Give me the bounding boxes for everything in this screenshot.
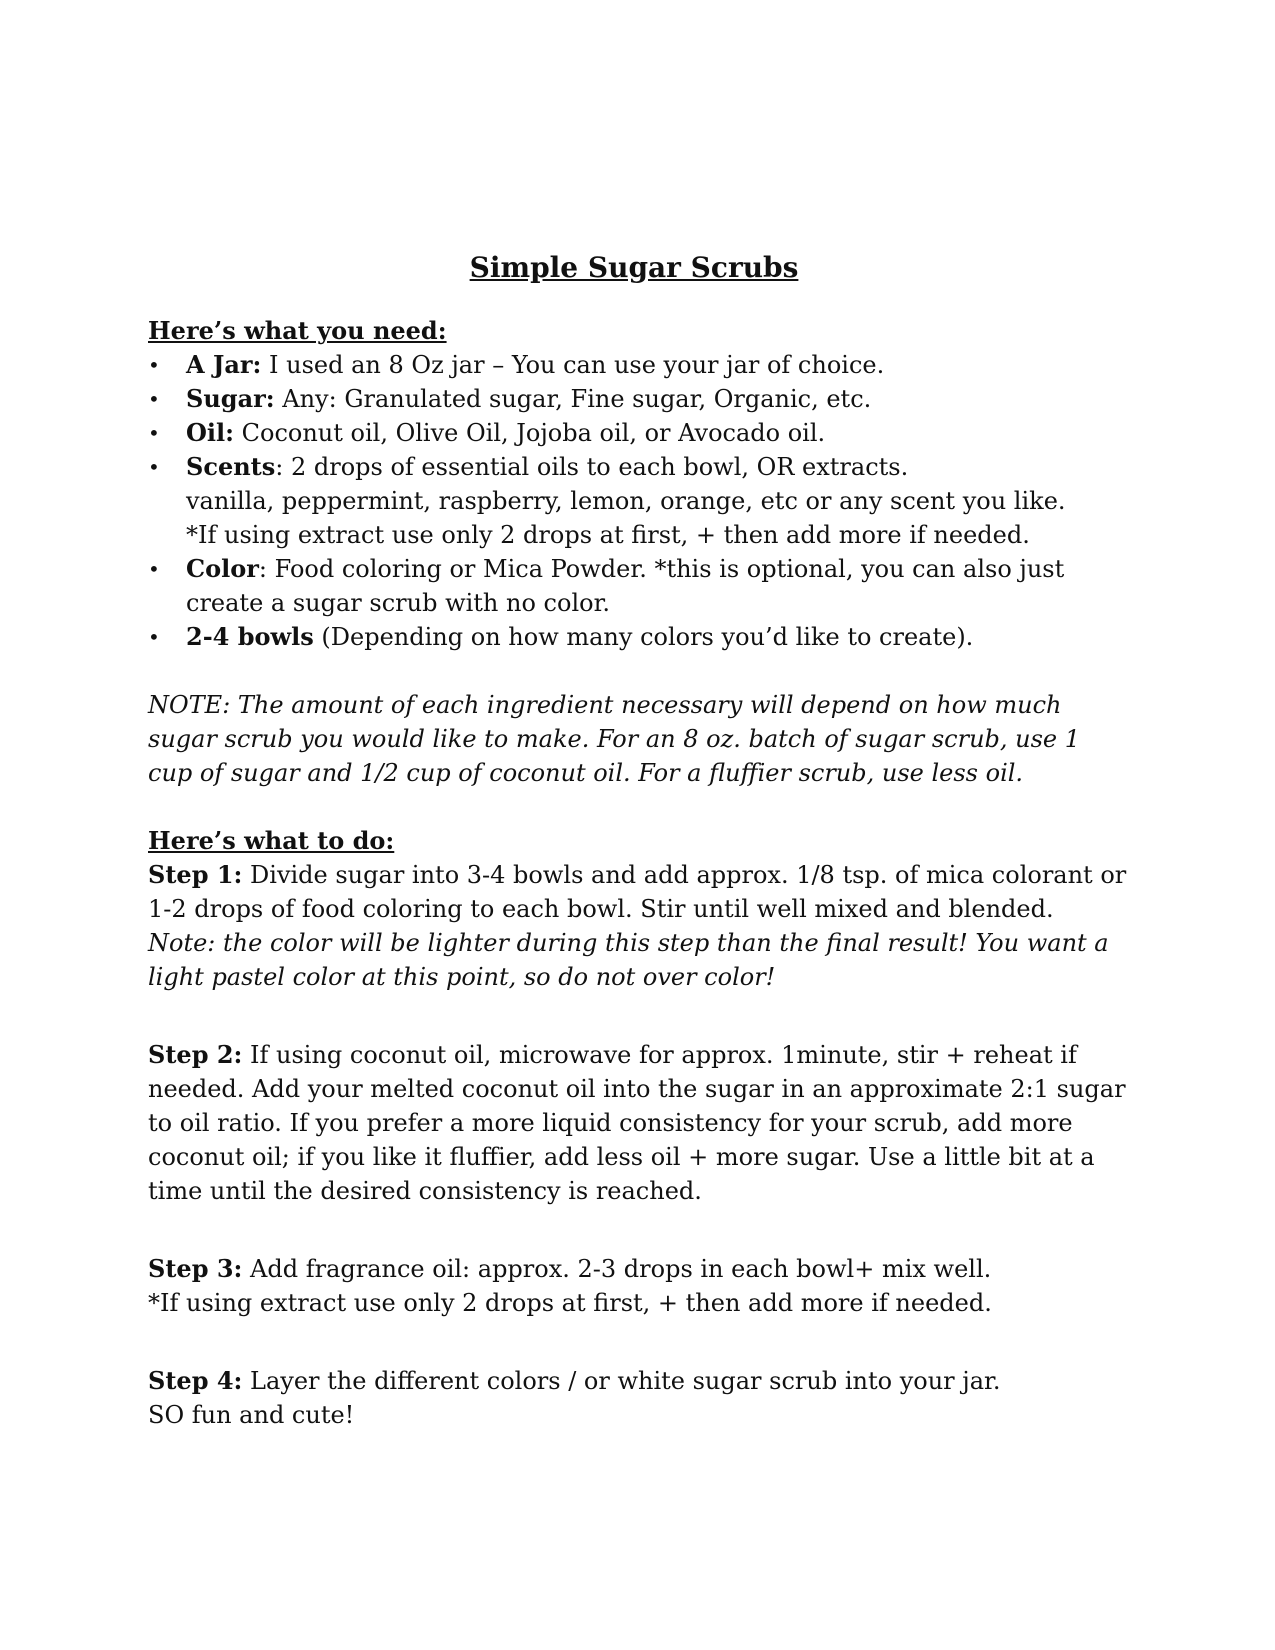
item-label: Sugar: xyxy=(186,384,275,413)
step-3 xyxy=(148,1252,1128,1320)
list-item-sugar xyxy=(148,382,1128,416)
item-text: Any: Granulated sugar, Fine sugar, Organic, etc. xyxy=(274,385,872,413)
note-paragraph: NOTE: The amount of each ingredient necessary will depend on how much sugar scrub you would like to make. For an 8 oz. batch of sugar scrub, use 1 cup of sugar and 1/2 cup of coconut oil. For a fluffier scrub, use less oil. xyxy=(148,691,1081,787)
item-text: (Depending on how many colors you’d like to create). xyxy=(313,623,974,651)
list-item-scents xyxy=(148,450,1128,552)
step-label: Step 3: xyxy=(148,1254,243,1283)
list-item-color xyxy=(148,552,1128,620)
item-text: Coconut oil, Olive Oil, Jojoba oil, or Avocado oil. xyxy=(234,419,826,447)
item-text: I used an 8 Oz jar – You can use your jar of choice. xyxy=(261,351,885,379)
item-label: Color xyxy=(186,554,259,583)
item-label: 2-4 bowls xyxy=(186,622,314,651)
item-label: Scents xyxy=(186,452,276,481)
step-2 xyxy=(148,1038,1128,1208)
item-text-line3: *If using extract use only 2 drops at first, + then add more if needed. xyxy=(186,521,1030,549)
step-label: Step 1: xyxy=(148,860,243,889)
step-note: Note: the color will be lighter during this step than the final result! You want a light pastel color at this point, so do not over color! xyxy=(148,929,1109,991)
list-item-jar xyxy=(148,348,1128,382)
item-text: : 2 drops of essential oils to each bowl, OR extracts. xyxy=(275,453,909,481)
step-4 xyxy=(148,1364,1128,1432)
list-item-bowls xyxy=(148,620,1128,654)
document-page xyxy=(148,248,1128,1432)
step-text-line2: SO fun and cute! xyxy=(148,1401,355,1429)
step-label: Step 2: xyxy=(148,1040,243,1069)
page-title: Simple Sugar Scrubs xyxy=(469,251,799,284)
needs-list xyxy=(148,348,1128,654)
step-text: Layer the different colors / or white sugar scrub into your jar. xyxy=(242,1367,1001,1395)
step-text: Add fragrance oil: approx. 2-3 drops in each bowl+ mix well. xyxy=(242,1255,992,1283)
step-text: Divide sugar into 3-4 bowls and add approx. 1/8 tsp. of mica colorant or 1-2 drops of food coloring to each bowl. Stir until well mixed and blended. xyxy=(148,861,1127,923)
steps-heading: Here’s what to do: xyxy=(148,826,395,855)
item-text: : Food coloring or Mica Powder. *this is optional, you can also just create a sugar scrub with no color. xyxy=(186,555,1065,617)
item-text-line2: vanilla, peppermint, raspberry, lemon, orange, etc or any scent you like. xyxy=(186,487,1066,515)
step-text: If using coconut oil, microwave for approx. 1minute, stir + reheat if needed. Add your melted coconut oil into the sugar in an approximate 2:1 sugar to oil ratio. If you prefer a more liquid consistency for your scrub, add more coconut oil; if you like it fluffier, add less oil + more sugar. Use a little bit at a time until the desired consistency is reached. xyxy=(148,1041,1126,1205)
step-1 xyxy=(148,858,1128,994)
list-item-oil xyxy=(148,416,1128,450)
item-label: Oil: xyxy=(186,418,234,447)
step-label: Step 4: xyxy=(148,1366,243,1395)
item-label: A Jar: xyxy=(186,350,262,379)
step-text-line2: *If using extract use only 2 drops at first, + then add more if needed. xyxy=(148,1289,992,1317)
needs-heading: Here’s what you need: xyxy=(148,316,447,345)
